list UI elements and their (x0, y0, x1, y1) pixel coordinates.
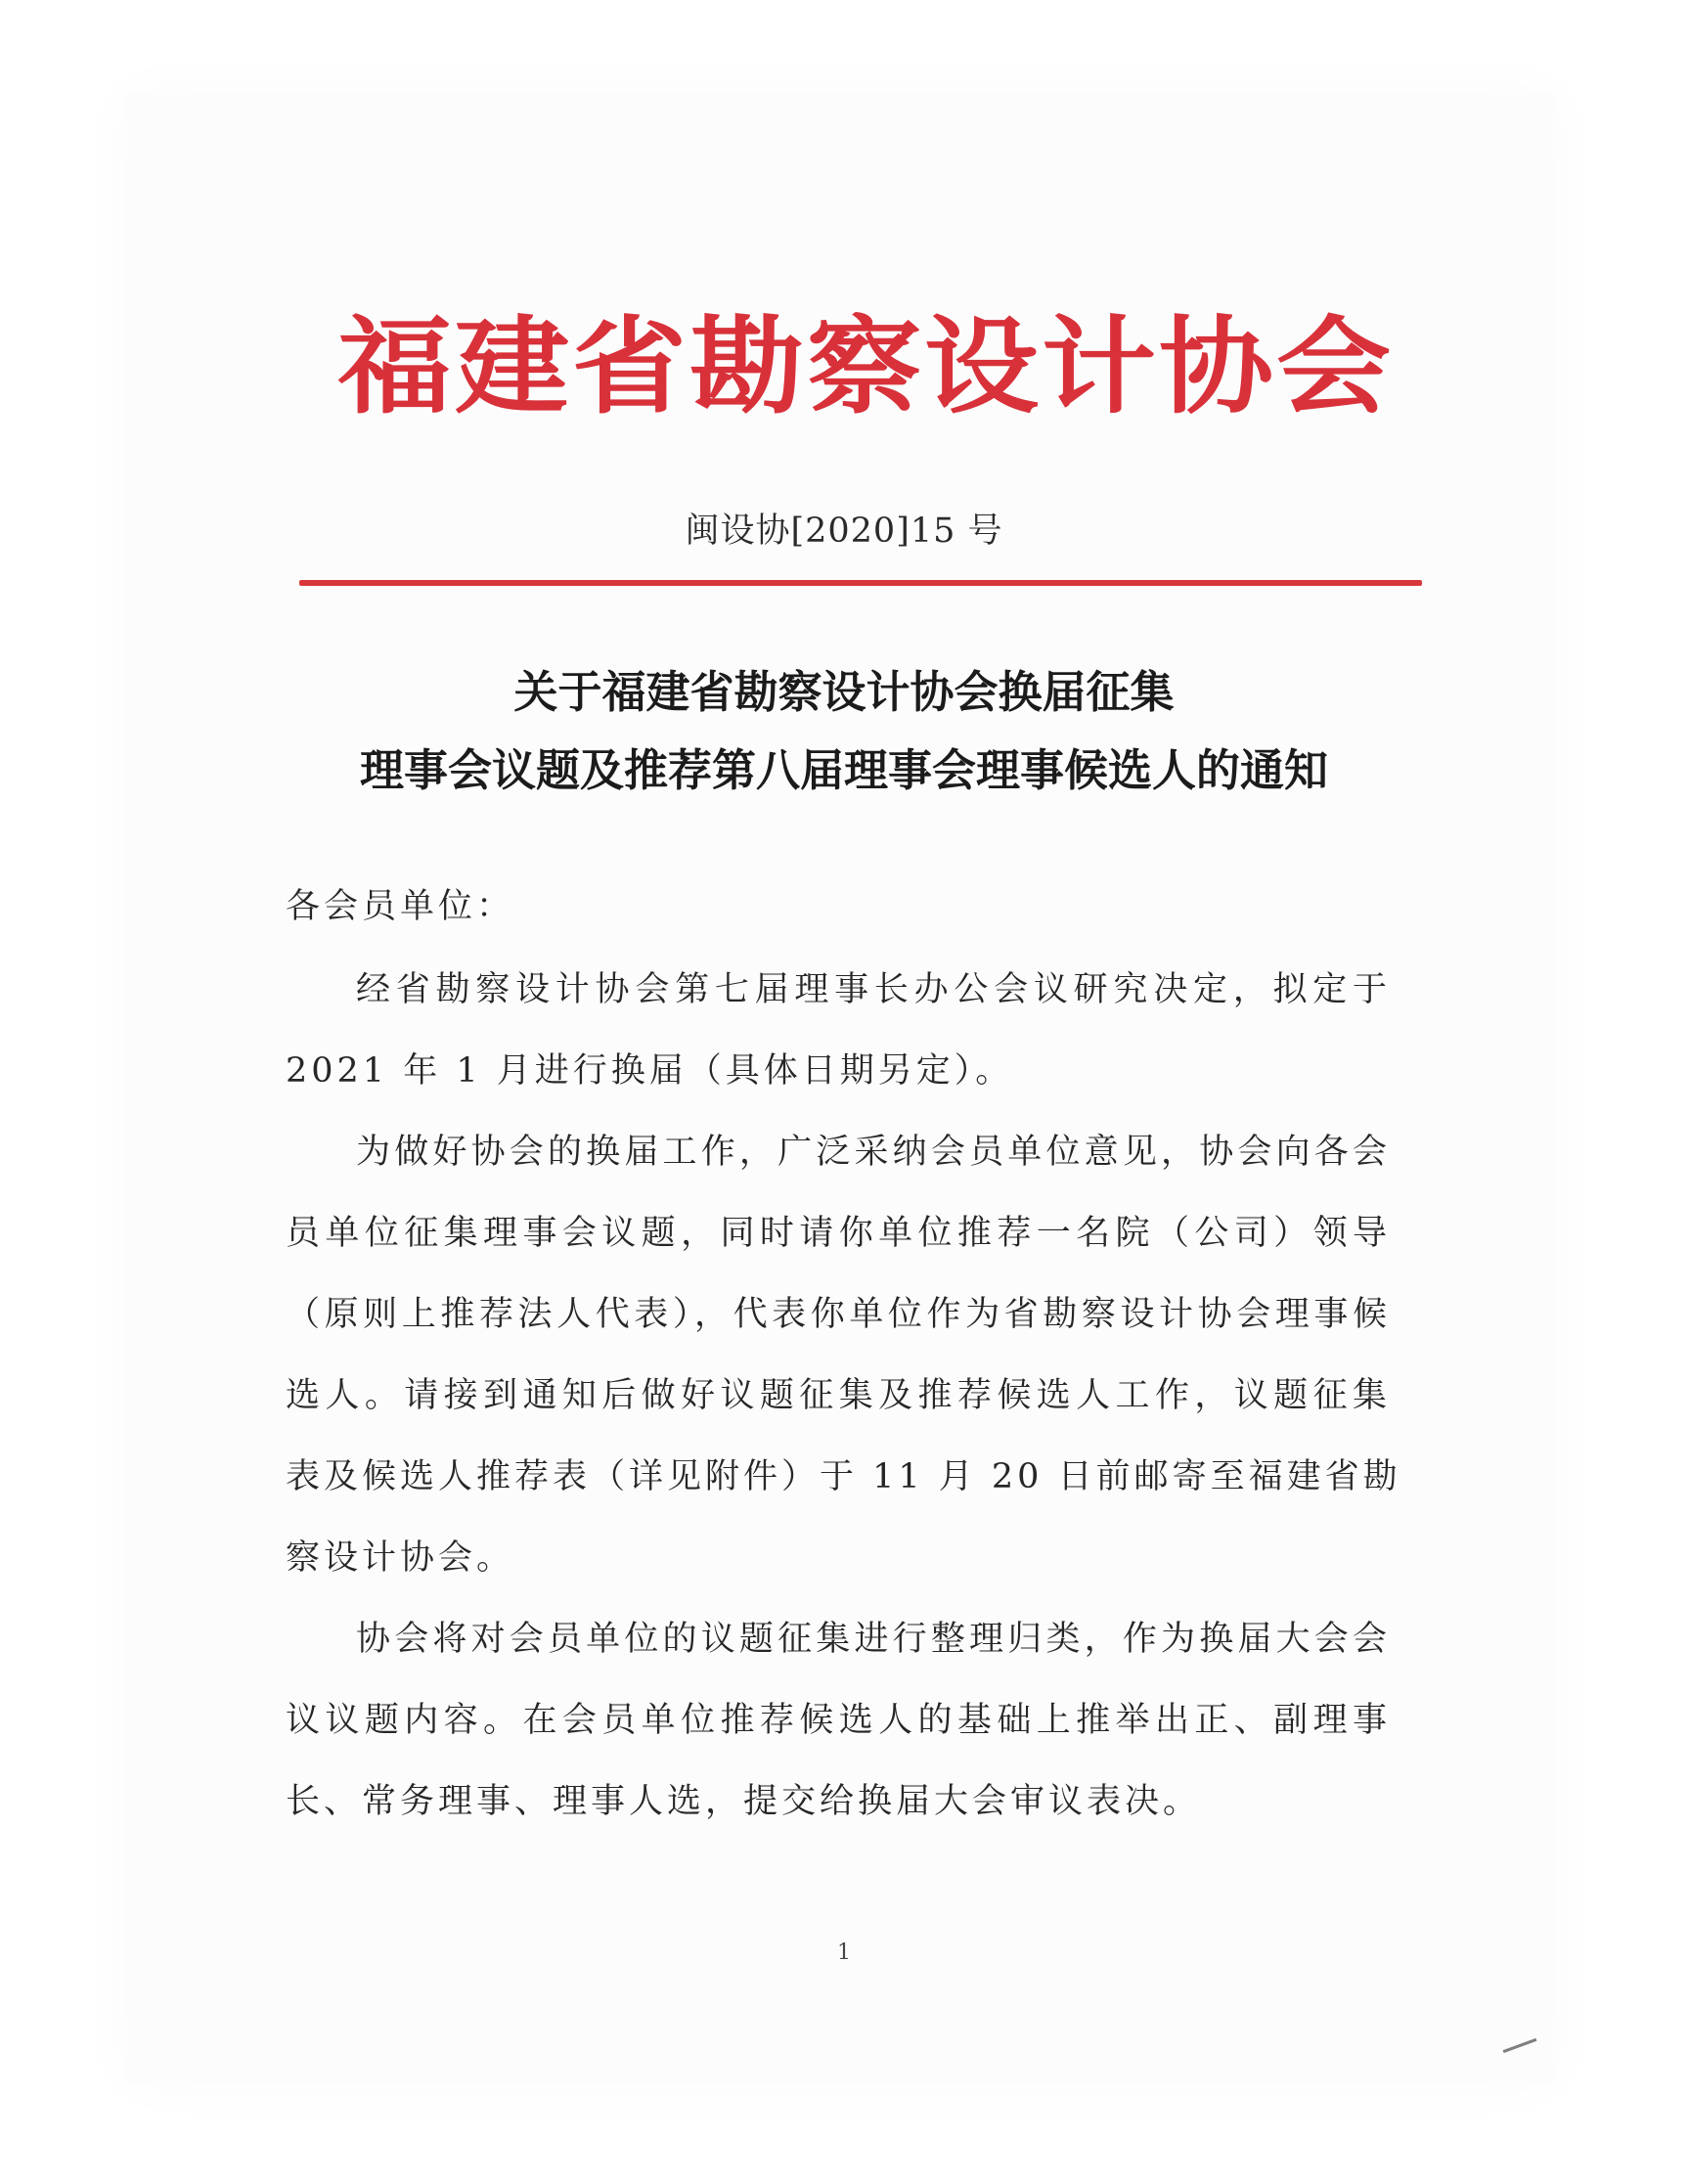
body-line: 2021 年 1 月进行换届（具体日期另定）。 (286, 1051, 1014, 1091)
body-line: 长、常务理事、理事人选，提交给换届大会审议表决。 (286, 1782, 1202, 1821)
body-line: 议议题内容。在会员单位推荐候选人的基础上推举出正、副理事 (286, 1701, 1391, 1740)
body-line: （原则上推荐法人代表），代表你单位作为省勘察设计协会理事候 (286, 1295, 1391, 1334)
notice-title-line-1: 关于福建省勘察设计协会换届征集 (513, 666, 1175, 718)
notice-title (0, 653, 1688, 810)
body-line: 察设计协会。 (286, 1538, 515, 1578)
page-number: 1 (837, 1940, 851, 1965)
body-line: 员单位征集理事会议题，同时请你单位推荐一名院（公司）领导 (286, 1214, 1391, 1253)
body-line: 选人。请接到通知后做好议题征集及推荐候选人工作，议题征集 (286, 1376, 1391, 1415)
notice-title-line-2: 理事会议题及推荐第八届理事会理事候选人的通知 (359, 744, 1328, 796)
body-line: 协会将对会员单位的议题征集进行整理归类，作为换届大会会 (356, 1620, 1391, 1659)
document-number: 闽设协[2020]15 号 (685, 512, 1003, 551)
body-line: 为做好协会的换届工作，广泛采纳会员单位意见，协会向各会 (356, 1133, 1391, 1172)
body-line: 表及候选人推荐表（详见附件）于 11 月 20 日前邮寄至福建省勘 (286, 1457, 1401, 1496)
red-separator-line (299, 580, 1422, 586)
organization-letterhead: 福建省勘察设计协会 (337, 304, 1395, 428)
body-line: 经省勘察设计协会第七届理事长办公会议研究决定，拟定于 (356, 970, 1391, 1009)
notice-body (286, 965, 1401, 1858)
salutation: 各会员单位： (286, 887, 515, 926)
